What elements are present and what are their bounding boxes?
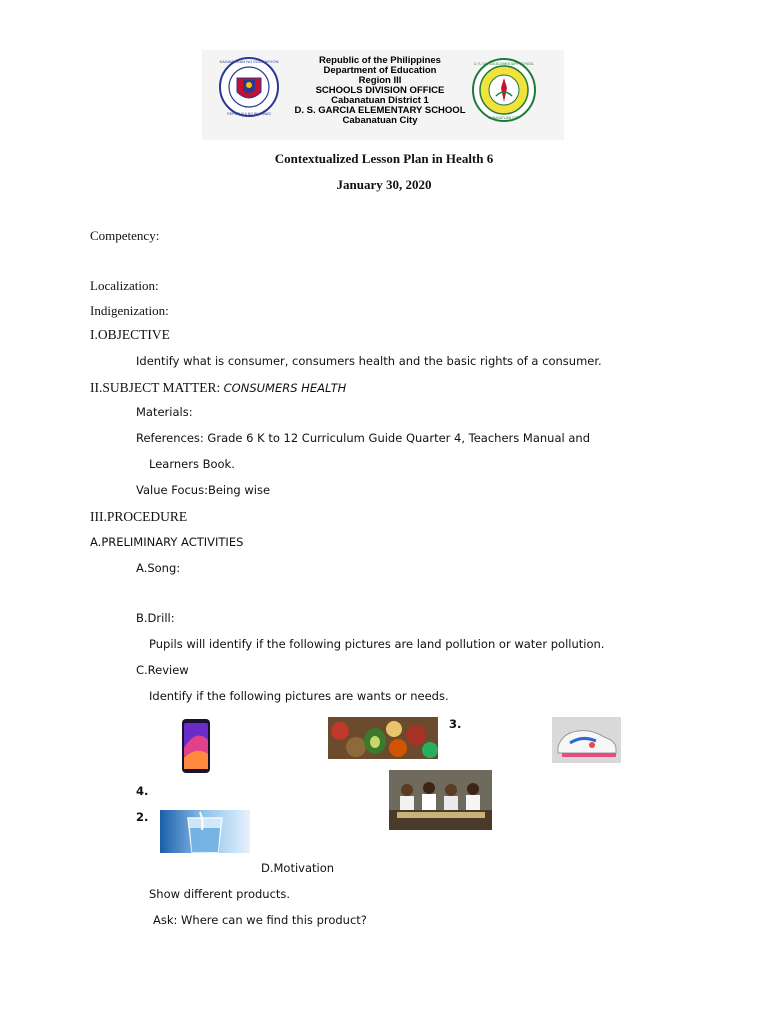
school-seal-icon xyxy=(472,58,536,122)
references-line-2: Learners Book. xyxy=(149,457,235,471)
motivation-label: D.Motivation xyxy=(261,861,335,875)
review-text: Identify if the following pictures are wants or needs. xyxy=(149,689,449,703)
deped-seal-icon xyxy=(219,54,279,120)
review-number-4: 4. xyxy=(136,784,149,798)
right-seal-text: D. S. GARCIA ELEMENTARY SCHOOL xyxy=(473,62,535,66)
header-division: SCHOOLS DIVISION OFFICE xyxy=(315,85,445,96)
localization-label: Localization: xyxy=(90,278,159,293)
right-seal-bottom-text: CABANATUAN CITY xyxy=(488,116,520,120)
review-number-2: 2. xyxy=(136,810,149,824)
sneakers-image xyxy=(552,717,621,763)
drill-label: B.Drill: xyxy=(136,611,175,625)
objective-heading: I.OBJECTIVE xyxy=(90,327,170,342)
glass-of-water-image xyxy=(160,810,250,853)
drill-text: Pupils will identify if the following pictures are land pollution or water pollution. xyxy=(149,637,605,651)
review-label: C.Review xyxy=(136,663,189,677)
ask-text: Ask: Where can we find this product? xyxy=(153,913,367,927)
value-focus: Value Focus:Being wise xyxy=(136,483,271,497)
competency-label: Competency: xyxy=(90,228,160,243)
materials-label: Materials: xyxy=(136,405,193,419)
procedure-heading: III.PROCEDURE xyxy=(90,509,188,524)
review-number-3: 3. xyxy=(449,717,462,731)
show-products-text: Show different products. xyxy=(149,887,291,901)
header-republic: Republic of the Philippines xyxy=(319,55,441,66)
left-seal-text: KAGAWARAN NG EDUKASYON xyxy=(219,59,279,64)
indigenization-label: Indigenization: xyxy=(90,303,169,318)
song-label: A.Song: xyxy=(136,561,181,575)
header-deped: Department of Education xyxy=(323,65,437,76)
header-city: Cabanatuan City xyxy=(342,115,418,126)
subject-matter-line xyxy=(90,379,346,397)
objective-text: Identify what is consumer, consumers health and the basic rights of a consumer. xyxy=(136,354,602,368)
header-district: Cabanatuan District 1 xyxy=(331,95,429,106)
healthy-food-image xyxy=(328,717,438,759)
header-school: D. S. GARCIA ELEMENTARY SCHOOL xyxy=(294,105,466,116)
subject-matter-topic: CONSUMERS HEALTH xyxy=(223,381,347,395)
left-seal-bottom-text: REPUBLIKA NG PILIPINAS xyxy=(227,112,271,116)
references-line-1: References: Grade 6 K to 12 Curriculum Guide Quarter 4, Teachers Manual and xyxy=(136,431,590,445)
page-title: Contextualized Lesson Plan in Health 6 xyxy=(274,151,494,166)
lesson-date: January 30, 2020 xyxy=(336,177,432,192)
classroom-children-image xyxy=(389,770,492,830)
subject-matter-heading: II.SUBJECT MATTER: xyxy=(90,380,224,395)
preliminary-activities: A.PRELIMINARY ACTIVITIES xyxy=(90,535,244,549)
header-region: Region III xyxy=(358,75,402,86)
smartphone-image xyxy=(181,718,211,774)
